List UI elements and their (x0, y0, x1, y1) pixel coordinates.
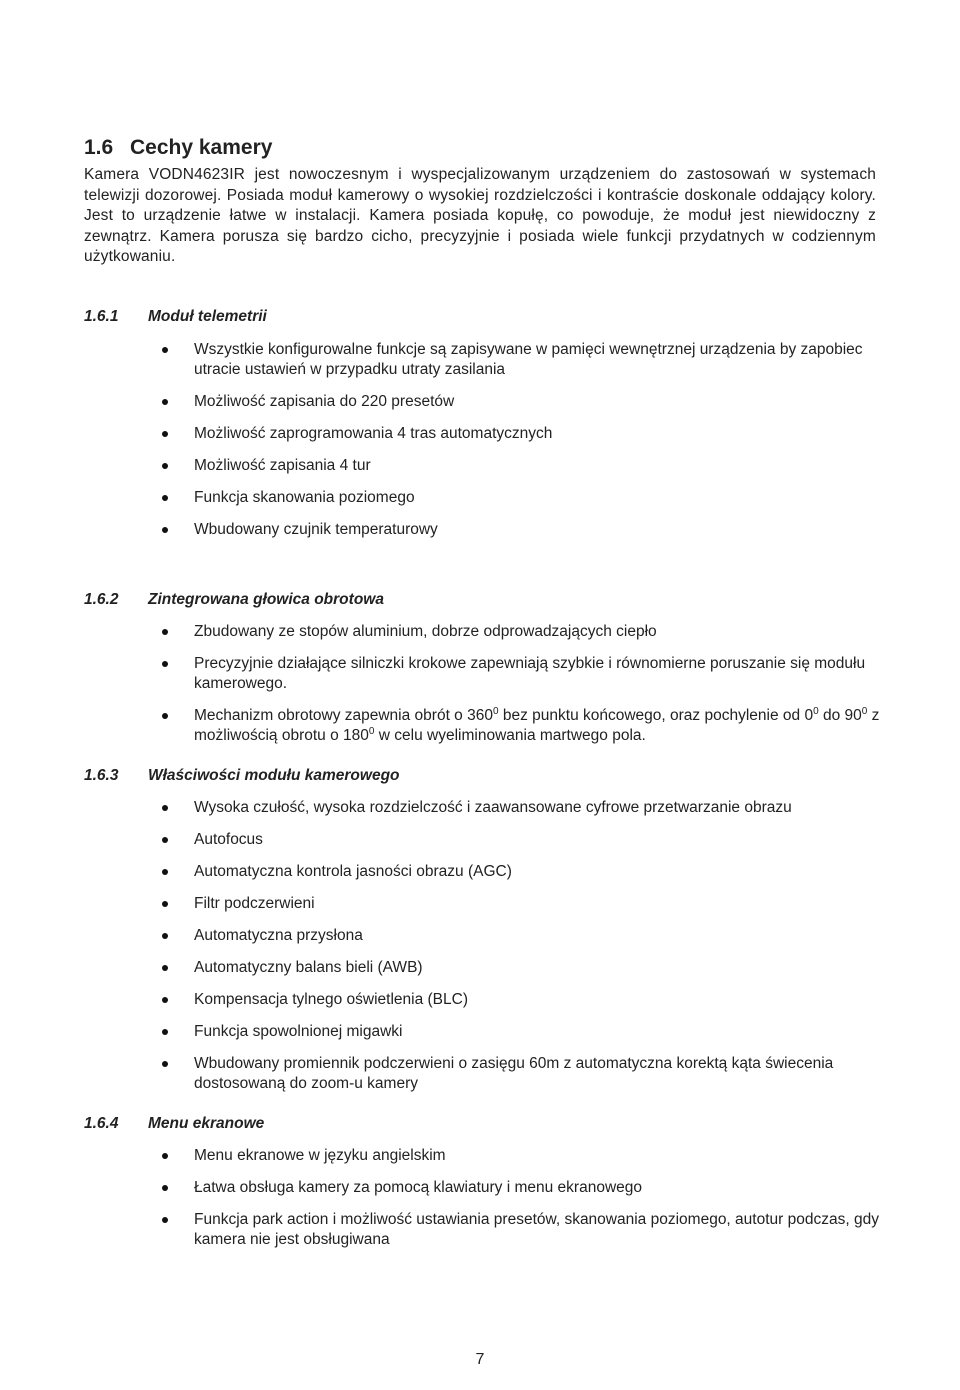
list-item: Menu ekranowe w języku angielskim (160, 1146, 880, 1166)
list-item: Możliwość zapisania 4 tur (160, 456, 880, 476)
list-item: Filtr podczerwieni (160, 894, 880, 914)
osd-menu-list (160, 1146, 880, 1250)
subsection-title: Właściwości modułu kamerowego (148, 767, 400, 784)
list-item: Funkcja spowolnionej migawki (160, 1022, 880, 1042)
list-item: Wbudowany czujnik temperaturowy (160, 520, 880, 540)
subsection-heading-camera-module (84, 767, 400, 785)
page-number: 7 (475, 1351, 485, 1368)
subsection-heading-telemetry (84, 308, 267, 326)
list-item: Możliwość zaprogramowania 4 tras automatycznych (160, 424, 880, 444)
pan-tilt-list (160, 622, 880, 746)
list-item: Możliwość zapisania do 220 presetów (160, 392, 880, 412)
telemetry-list (160, 340, 880, 540)
list-item-mechanism: Mechanizm obrotowy zapewnia obrót o $360^0$ bez punktu końcowego, oraz pochylenie od $0^0$ do $90^0$ z możliwością obrotu o $180^0$ w celu wyeliminowania martwego pola. (160, 706, 880, 746)
list-item: Precyzyjnie działające silniczki krokowe zapewniają szybkie i równomierne poruszanie się modułu kamerowego. (160, 654, 880, 694)
subsection-number: 1.6.2 (84, 591, 119, 608)
subsection-number: 1.6.3 (84, 767, 119, 784)
list-item: Autofocus (160, 830, 880, 850)
section-heading (84, 136, 272, 160)
subsection-title: Menu ekranowe (148, 1115, 265, 1132)
list-item: Automatyczna przysłona (160, 926, 880, 946)
subsection-title: Zintegrowana głowica obrotowa (148, 591, 384, 608)
subsection-heading-osd-menu (84, 1115, 264, 1133)
list-item: Automatyczna kontrola jasności obrazu (AGC) (160, 862, 880, 882)
subsection-number: 1.6.4 (84, 1115, 119, 1132)
subsection-number: 1.6.1 (84, 308, 119, 325)
section-number: 1.6 (84, 136, 114, 159)
list-item: Zbudowany ze stopów aluminium, dobrze odprowadzających ciepło (160, 622, 880, 642)
list-item: Funkcja skanowania poziomego (160, 488, 880, 508)
list-item: Wszystkie konfigurowalne funkcje są zapisywane w pamięci wewnętrznej urządzenia by zapobiec utracie ustawień w przypadku utraty zasilania (160, 340, 880, 380)
camera-module-list (160, 798, 880, 1094)
list-item: Kompensacja tylnego oświetlenia (BLC) (160, 990, 880, 1010)
list-item: Łatwa obsługa kamery za pomocą klawiatury i menu ekranowego (160, 1178, 880, 1198)
section-title: Cechy kamery (130, 136, 273, 159)
list-item: Automatyczny balans bieli (AWB) (160, 958, 880, 978)
intro-paragraph: Kamera VODN4623IR jest nowoczesnym i wyspecjalizowanym urządzeniem do zastosowań w systemach telewizji dozorowej. Posiada moduł kamerowy o wysokiej rozdzielczości i kontraście doskonale oddający kolory. Jest to urządzenie łatwe w instalacji. Kamera posiada kopułę, co powoduje, że moduł jest niewidoczny z zewnątrz. Kamera porusza się bardzo cicho, precyzyjnie i posiada wiele funkcji przydatnych w codziennym użytkowaniu. (84, 166, 876, 265)
subsection-heading-pan-tilt (84, 591, 384, 609)
subsection-title: Moduł telemetrii (148, 308, 267, 325)
list-item: Funkcja park action i możliwość ustawiania presetów, skanowania poziomego, autotur podczas, gdy kamera nie jest obsługiwana (160, 1210, 880, 1250)
list-item: Wbudowany promiennik podczerwieni o zasięgu 60m z automatyczna korektą kąta świecenia dostosowaną do zoom-u kamery (160, 1054, 880, 1094)
list-item: Wysoka czułość, wysoka rozdzielczość i zaawansowane cyfrowe przetwarzanie obrazu (160, 798, 880, 818)
